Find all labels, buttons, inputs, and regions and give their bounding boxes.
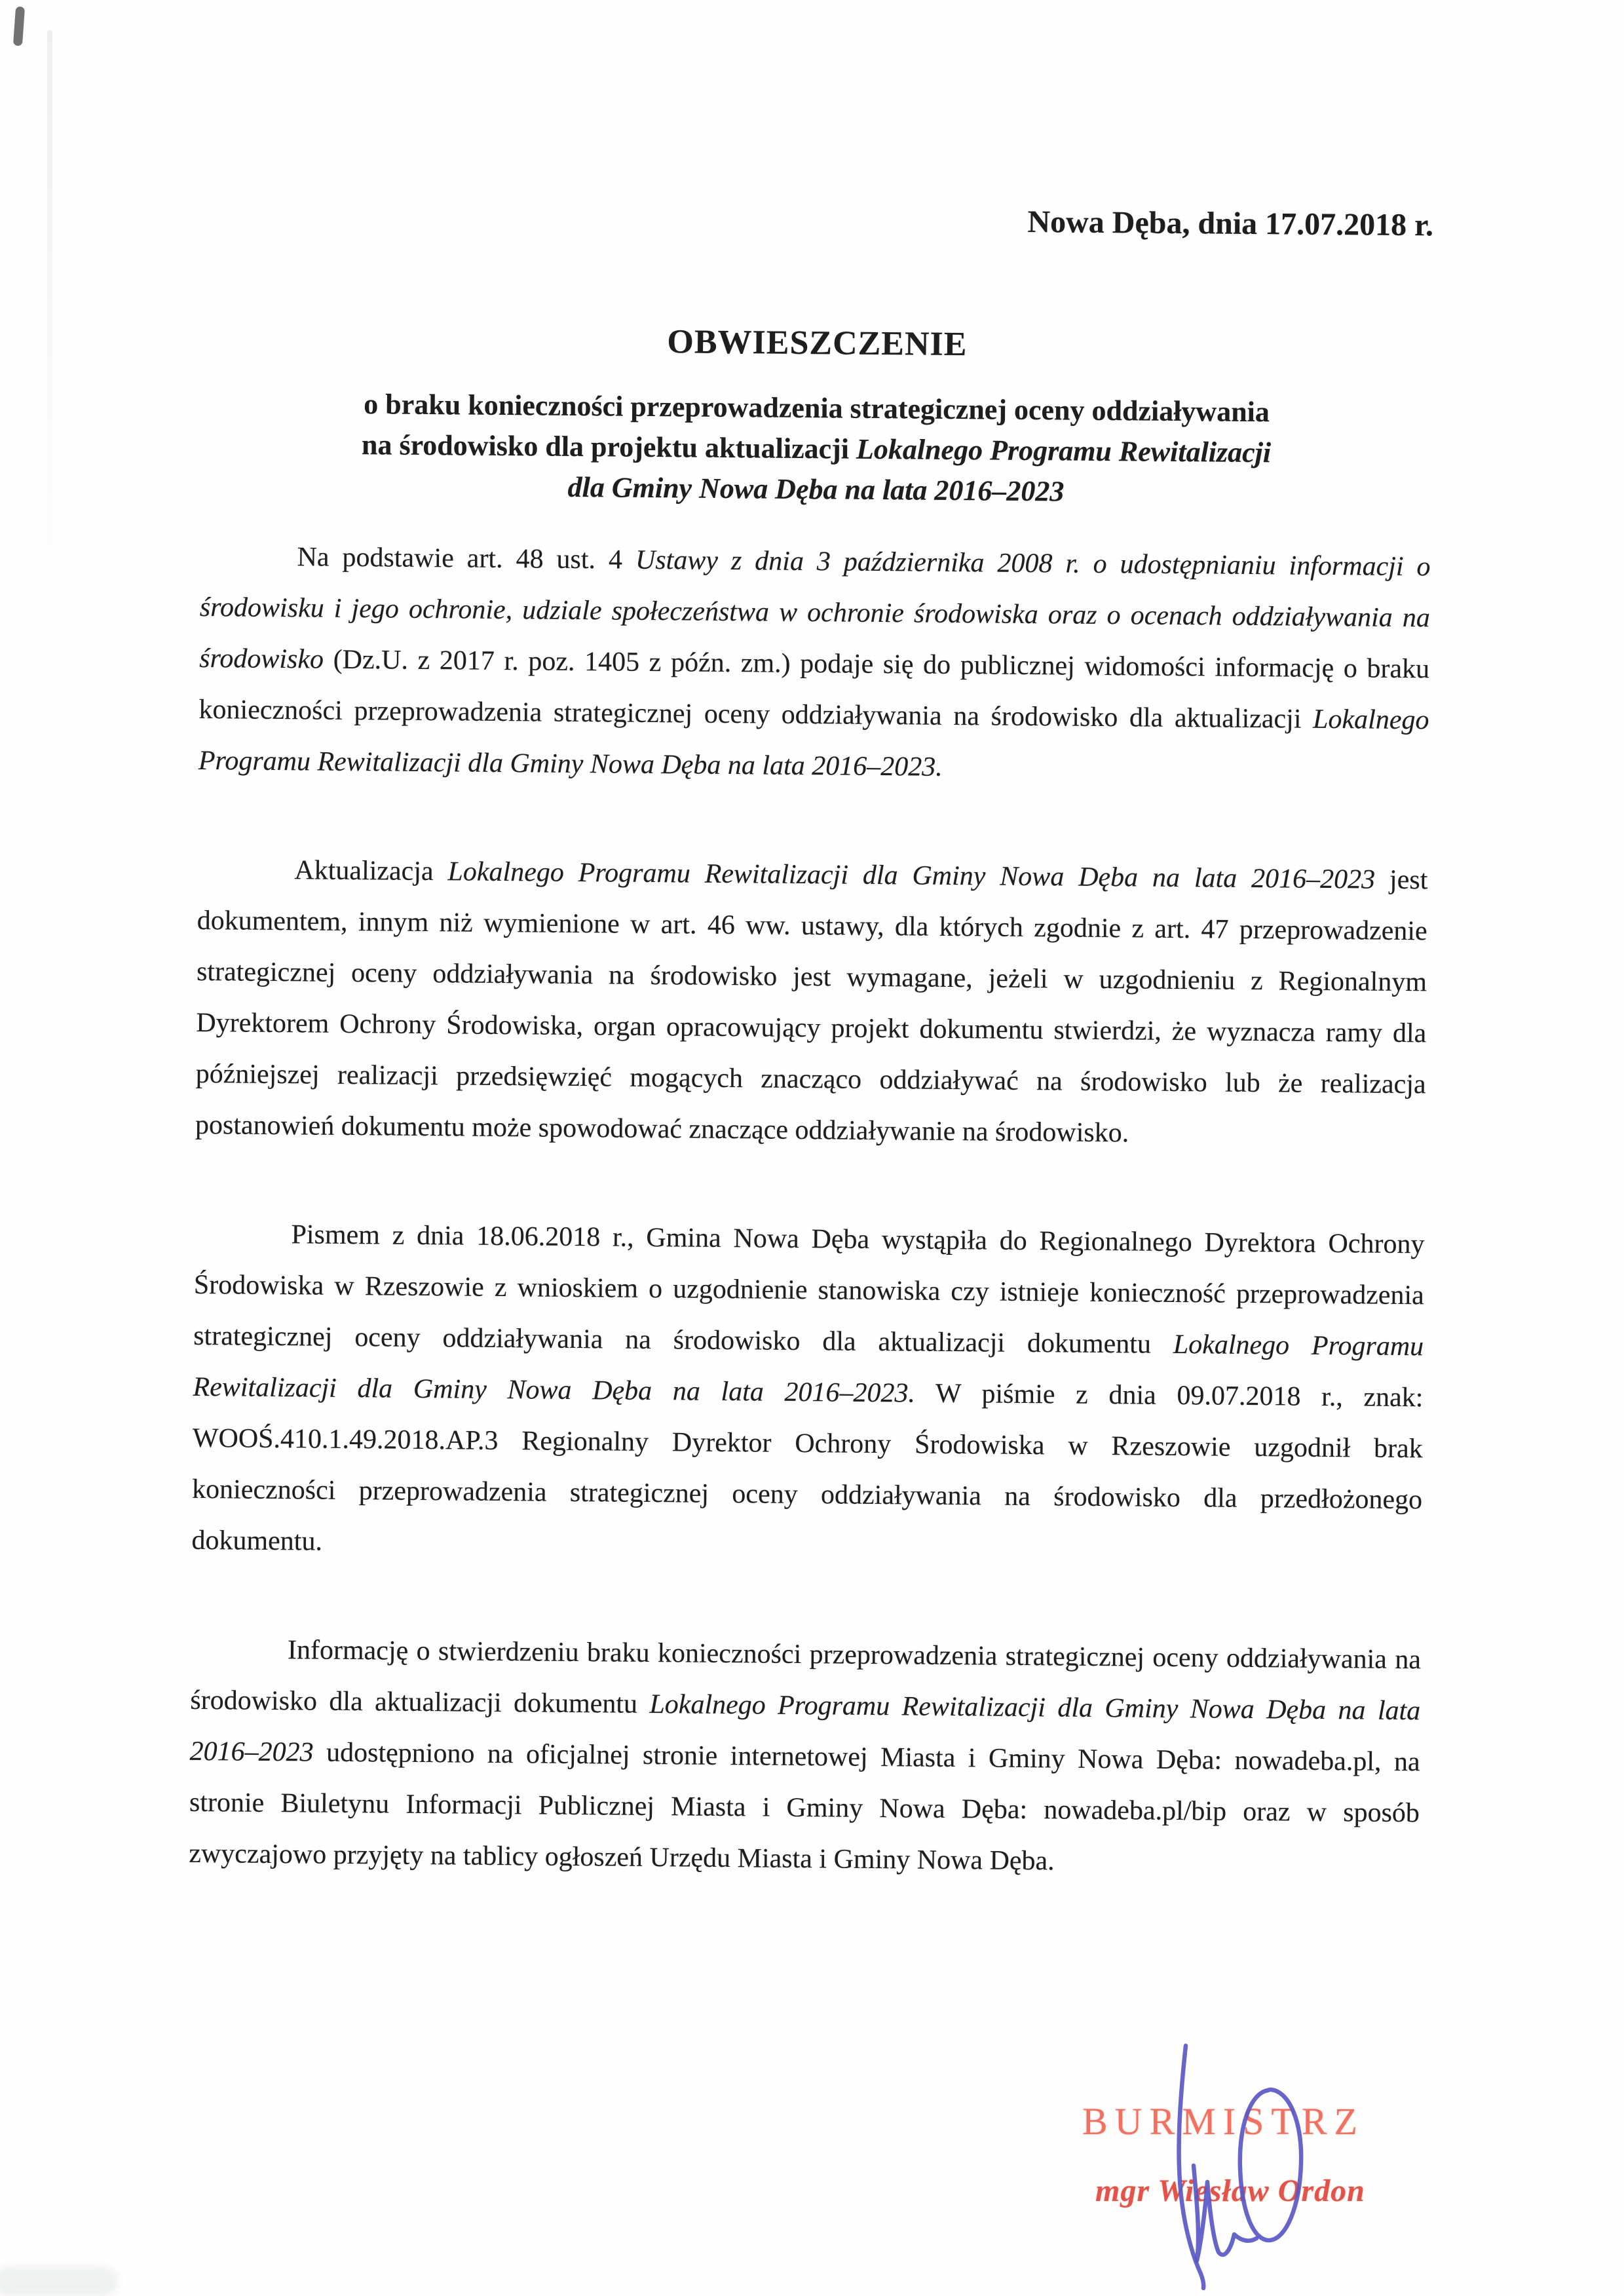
mayor-stamp-name: mgr Wiesław Ordon xyxy=(1095,2173,1365,2208)
body-paragraph-1 xyxy=(198,531,1431,797)
text-run: Aktualizacja xyxy=(294,855,448,887)
date-line: Nowa Dęba, dnia 17.07.2018 r. xyxy=(1027,204,1434,243)
body-paragraph-3 xyxy=(191,1208,1425,1577)
text-run: (Dz.U. z 2017 r. poz. 1405 z późn. zm.) podaje się do publicznej widomości informację o braku konieczności przeprowadzenia strategicznej oceny oddziaływania na środowisko dla aktualizacji xyxy=(198,644,1430,735)
text-run: udostępniono na oficjalnej stronie internetowej Miasta i Gminy Nowa Dęba: nowadeba.pl, na stronie Biuletynu Informacji Publicznej Miasta i Gminy Nowa Dęba: nowadeba.pl/bip oraz w sposób zwyczajowo przyjęty na tablicy ogłoszeń Urzędu Miasta i Gminy Nowa Dęba. xyxy=(189,1737,1420,1877)
italic-text-run: dla Gminy Nowa Dęba na lata 2016–2023 xyxy=(567,470,1065,508)
italic-text-run: Lokalnego Programu Rewitalizacji xyxy=(856,432,1272,469)
signature-long-stroke xyxy=(1179,2046,1204,2288)
italic-text-run: Lokalnego Programu Rewitalizacji dla Gminy Nowa Dęba na lata 2016–2023. xyxy=(198,704,1429,782)
document-subtitle xyxy=(200,383,1432,515)
text-run: W piśmie z dnia 09.07.2018 r., znak: WOOŚ.410.1.49.2018.AP.3 Regionalny Dyrektor Ochrony Środowiska w Rzeszowie uzgodnił brak konieczności przeprowadzenia strategicznej oceny oddziaływania na środowisko dla przedłożonego dokumentu. xyxy=(191,1378,1424,1557)
document-title: OBWIESZCZENIE xyxy=(667,323,968,364)
italic-text-run: Lokalnego Programu Rewitalizacji dla Gminy Nowa Dęba na lata 2016–2023. xyxy=(193,1329,1424,1409)
italic-text-run: Ustawy z dnia 3 października 2008 r. o udostępnianiu informacji o środowisku i jego ochronie, udziale społeczeństwa w ochronie środowiska oraz o ocenach oddziaływania na środowisko xyxy=(199,545,1431,675)
scan-artifact-left-edge-streak xyxy=(47,30,52,594)
text-run: Na podstawie art. 48 ust. 4 xyxy=(297,542,636,575)
scan-artifact-bottom-smudge xyxy=(0,2267,118,2296)
text-run: na środowisko dla projektu aktualizacji xyxy=(361,429,857,465)
text-run: Informację o stwierdzeniu braku konieczności przeprowadzenia strategicznej oceny oddziaływania na środowisko dla aktualizacji dokumentu xyxy=(190,1635,1422,1720)
text-run: Pismem z dnia 18.06.2018 r., Gmina Nowa Dęba wystąpiła do Regionalnego Dyrektora Ochrony Środowiska w Rzeszowie z wnioskiem o uzgodnienie stanowiska czy istnieje konieczność przeprowadzenia strategicznej oceny oddziaływania na środowisko dla aktualizacji dokumentu xyxy=(193,1219,1425,1360)
scan-artifact-corner-mark xyxy=(13,7,25,47)
italic-text-run: Lokalnego Programu Rewitalizacji dla Gminy Nowa Dęba na lata 2016–2023 xyxy=(447,856,1376,895)
mayor-stamp-title: BURMISTRZ xyxy=(1082,2100,1365,2143)
text-run: jest dokumentem, innym niż wymienione w art. 46 ww. ustawy, dla których zgodnie z art. 47 przeprowadzenie strategicznej oceny oddziaływania na środowisko jest wymagane, jeżeli w uzgodnieniu z Regionalnym Dyrektorem Ochrony Środowiska, organ opracowujący projekt dokumentu stwierdzi, że wyznacza ramy dla późniejszej realizacji przedsięwzięć mogących znacząco oddziaływać na środowisko lub że realizacja postanowień dokumentu może spowodować znaczące oddziaływanie na środowisko. xyxy=(195,864,1428,1149)
document-content xyxy=(189,0,1435,1890)
text-run: o braku konieczności przeprowadzenia strategicznej oceny oddziaływania xyxy=(364,388,1270,429)
body-paragraph-2 xyxy=(195,844,1428,1161)
body-paragraph-4 xyxy=(189,1624,1421,1890)
italic-text-run: Lokalnego Programu Rewitalizacji dla Gminy Nowa Dęba na lata 2016–2023 xyxy=(189,1689,1421,1768)
